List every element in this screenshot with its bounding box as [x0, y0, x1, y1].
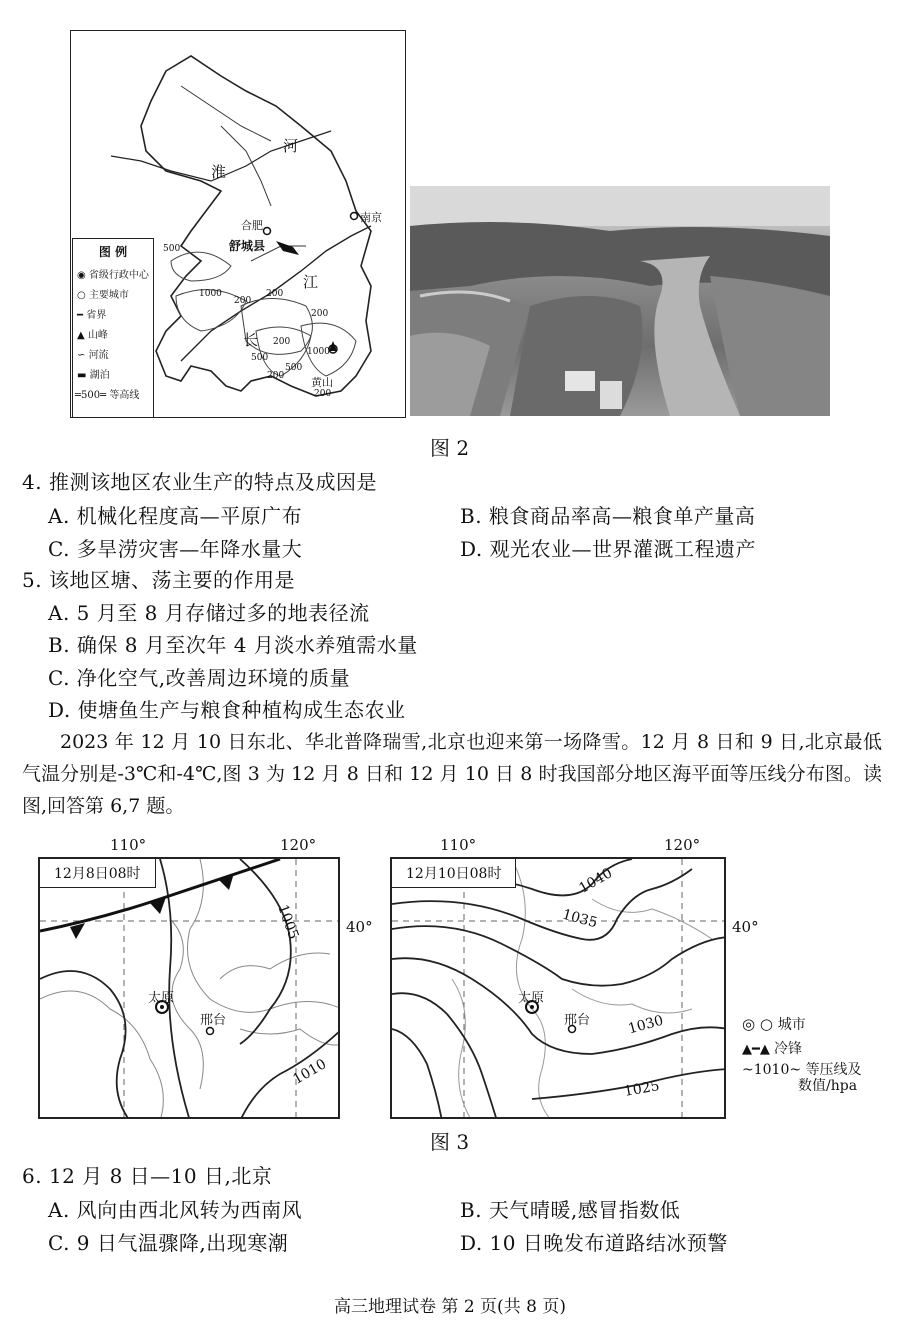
legend-item-capital: ◉ 省级行政中心	[77, 270, 149, 281]
isobar-map-dec8	[38, 857, 340, 1119]
label-chang: 长	[243, 331, 259, 349]
aerial-photo	[410, 186, 830, 416]
q4-stem: 4. 推测该地区农业生产的特点及成因是	[22, 470, 377, 494]
fig3-caption: 图 3	[430, 1130, 470, 1154]
capital-icon: ◉	[77, 270, 89, 281]
lon-120-right: 120°	[664, 836, 701, 854]
q5-option-b[interactable]: B. 确保 8 月至次年 4 月淡水养殖需水量	[48, 633, 418, 657]
contour-label: 1000	[307, 347, 330, 357]
isobar-label-1030: 1030	[626, 1012, 666, 1038]
intro-paragraph	[22, 726, 882, 822]
isobar-label-1035: 1035	[560, 906, 600, 932]
label-jiang: 江	[303, 273, 319, 291]
city-symbol-icon: ◎ ○	[742, 1015, 778, 1033]
isobar-label-1005: 1005	[274, 902, 302, 942]
contour-line-icon: ═	[75, 390, 82, 401]
label-huai: 淮	[211, 163, 227, 181]
cold-front-icon: ▲━▲	[742, 1042, 774, 1057]
city-taiyuan-right: 太原	[518, 991, 545, 1006]
legend-title: 图 例	[98, 245, 128, 259]
city-huangshan: 黄山	[311, 376, 333, 389]
legend-city-row: ◎ ○ 城市	[742, 1015, 806, 1033]
legend-isobar-row: ~1010~ 等压线及	[742, 1062, 862, 1078]
legend-front-row: ▲━▲ 冷锋	[742, 1041, 802, 1057]
isobar-map-dec10-drawing	[392, 859, 726, 1119]
isobar-label-1010: 1010	[290, 1056, 330, 1088]
city-nanjing: 南京	[360, 211, 382, 224]
q6-option-b[interactable]: B. 天气晴暖,感冒指数低	[460, 1198, 681, 1222]
peak-icon: ▲	[77, 330, 88, 341]
label-he: 河	[283, 137, 299, 155]
isobar-legend	[742, 1014, 892, 1094]
q5-option-a[interactable]: A. 5 月至 8 月存储过多的地表径流	[48, 601, 370, 625]
aerial-photo-drawing	[410, 186, 830, 416]
contour-label: 200	[314, 389, 332, 399]
q4-option-c[interactable]: C. 多旱涝灾害—年降水量大	[48, 537, 303, 561]
fig2-caption: 图 2	[430, 436, 470, 460]
contour-label: 500	[285, 363, 303, 373]
contour-label: 200	[273, 337, 291, 347]
contour-label: 1000	[199, 289, 222, 299]
contour-label: 200	[234, 296, 252, 306]
contour-label: 500	[163, 244, 181, 254]
lon-110-left: 110°	[110, 836, 147, 854]
legend-item-lake: ▬ 湖泊	[77, 370, 110, 381]
legend-item-peak: ▲ 山峰	[77, 330, 108, 341]
q4-option-b[interactable]: B. 粮食商品率高—粮食单产量高	[460, 504, 756, 528]
legend-item-border: ━ 省界	[77, 310, 107, 321]
q6-stem: 6. 12 月 8 日—10 日,北京	[22, 1164, 273, 1188]
contour-label: 200	[266, 289, 284, 299]
city-icon: ○	[77, 290, 89, 301]
q5-stem: 5. 该地区塘、荡主要的作用是	[22, 568, 295, 592]
q6-option-a[interactable]: A. 风向由西北风转为西南风	[48, 1198, 303, 1222]
intro-text: 2023 年 12 月 10 日东北、华北普降瑞雪,北京也迎来第一场降雪。12 月 8 日和 9 日,北京最低气温分别是-3℃和-4℃,图 3 为 12 月 8 日和 12 月 10 日 8 时我国部分地区海平面等压线分布图。读图,回答第 6,7 题。	[22, 731, 882, 817]
lat-40-left: 40°	[346, 918, 373, 936]
q4-option-a[interactable]: A. 机械化程度高—平原广布	[48, 504, 303, 528]
river-icon: ∽	[77, 350, 89, 361]
map-time-tag-dec8: 12月8日08时	[40, 859, 156, 888]
city-shucheng: 舒城县	[229, 239, 266, 253]
q6-option-c[interactable]: C. 9 日气温骤降,出现寒潮	[48, 1231, 289, 1255]
isobar-map-dec10	[390, 857, 726, 1119]
legend-item-city: ○ 主要城市	[77, 290, 129, 301]
isobar-label-1025: 1025	[622, 1078, 661, 1100]
border-line-icon: ━	[77, 310, 87, 321]
city-xingtai-right: 邢台	[564, 1013, 591, 1028]
lake-icon: ▬	[77, 370, 90, 381]
page-footer: 高三地理试卷 第 2 页(共 8 页)	[334, 1297, 566, 1317]
city-taiyuan-left: 太原	[148, 991, 175, 1006]
legend-isobar-unit: 数值/hpa	[798, 1078, 858, 1094]
contour-label: 200	[311, 309, 329, 319]
legend-item-contour: ═500═ 等高线	[75, 390, 140, 401]
isobar-label-1040: 1040	[576, 865, 616, 897]
lat-40-right: 40°	[732, 918, 759, 936]
lon-120-left: 120°	[280, 836, 317, 854]
lon-110-right: 110°	[440, 836, 477, 854]
q5-option-d[interactable]: D. 使塘鱼生产与粮食种植构成生态农业	[48, 698, 406, 722]
contour-label: 200	[267, 371, 285, 381]
legend-item-river: ∽ 河流	[77, 350, 109, 361]
city-xingtai-left: 邢台	[200, 1013, 227, 1028]
q5-option-c[interactable]: C. 净化空气,改善周边环境的质量	[48, 666, 351, 690]
isobar-sample-icon: ~	[742, 1062, 754, 1078]
q4-option-d[interactable]: D. 观光农业—世界灌溉工程遗产	[460, 537, 757, 561]
map-legend	[72, 238, 154, 418]
contour-label: 500	[251, 353, 269, 363]
city-hefei: 合肥	[241, 219, 263, 232]
q6-option-d[interactable]: D. 10 日晚发布道路结冰预警	[460, 1231, 728, 1255]
map-time-tag-dec10: 12月10日08时	[392, 859, 516, 888]
